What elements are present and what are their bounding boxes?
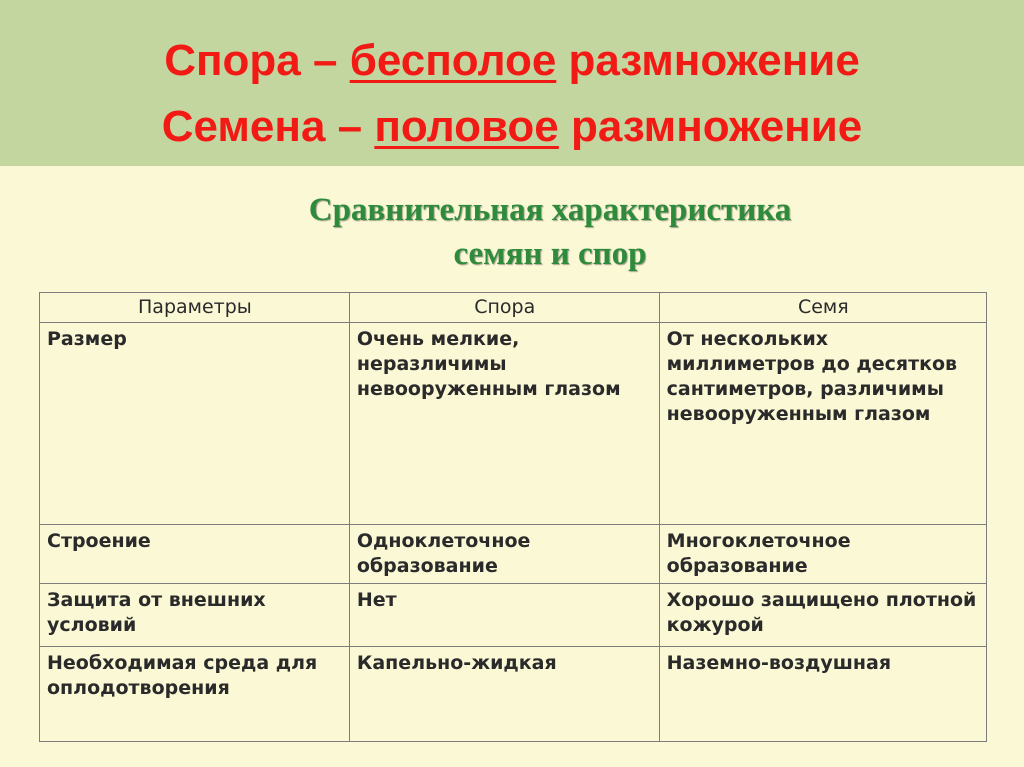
subtitle-line-1: Сравнительная характеристика xyxy=(308,192,792,228)
table-row xyxy=(40,323,987,525)
cell-seed: Многоклеточное образование xyxy=(659,525,986,584)
cell-spore: Одноклеточное образование xyxy=(349,525,659,584)
cell-seed: Хорошо защищено плотной кожурой xyxy=(659,584,986,647)
title-seed-dash: – xyxy=(325,102,375,151)
header-parameters: Параметры xyxy=(40,293,350,323)
title-spore-term: бесполое xyxy=(349,36,557,85)
header-spore: Спора xyxy=(349,293,659,323)
cell-spore: Нет xyxy=(349,584,659,647)
cell-spore: Капельно-жидкая xyxy=(349,647,659,742)
header-seed: Семя xyxy=(659,293,986,323)
title-line-seed xyxy=(0,102,1024,152)
table-row xyxy=(40,647,987,742)
table-row xyxy=(40,584,987,647)
title-seed-term: половое xyxy=(374,102,559,151)
cell-param: Необходимая среда для оплодотворения xyxy=(40,647,350,742)
title-spore-subject: Спора xyxy=(164,36,301,85)
table-header-row xyxy=(40,293,987,323)
title-seed-subject: Семена xyxy=(161,102,326,151)
cell-param: Размер xyxy=(40,323,350,525)
cell-spore: Очень мелкие, неразличимы невооруженным глазом xyxy=(349,323,659,525)
cell-seed: От нескольких миллиметров до десятков сантиметров, различимы невооруженным глазом xyxy=(659,323,986,525)
title-spore-rest: размножение xyxy=(556,36,860,85)
subtitle-line-2: семян и спор xyxy=(453,236,647,272)
table-row xyxy=(40,525,987,584)
comparison-table xyxy=(39,292,987,742)
title-seed-rest: размножение xyxy=(558,102,863,151)
cell-param: Строение xyxy=(40,525,350,584)
cell-seed: Наземно-воздушная xyxy=(659,647,986,742)
title-line-spore xyxy=(0,36,1024,86)
cell-param: Защита от внешних условий xyxy=(40,584,350,647)
title-spore-dash: – xyxy=(300,36,350,85)
